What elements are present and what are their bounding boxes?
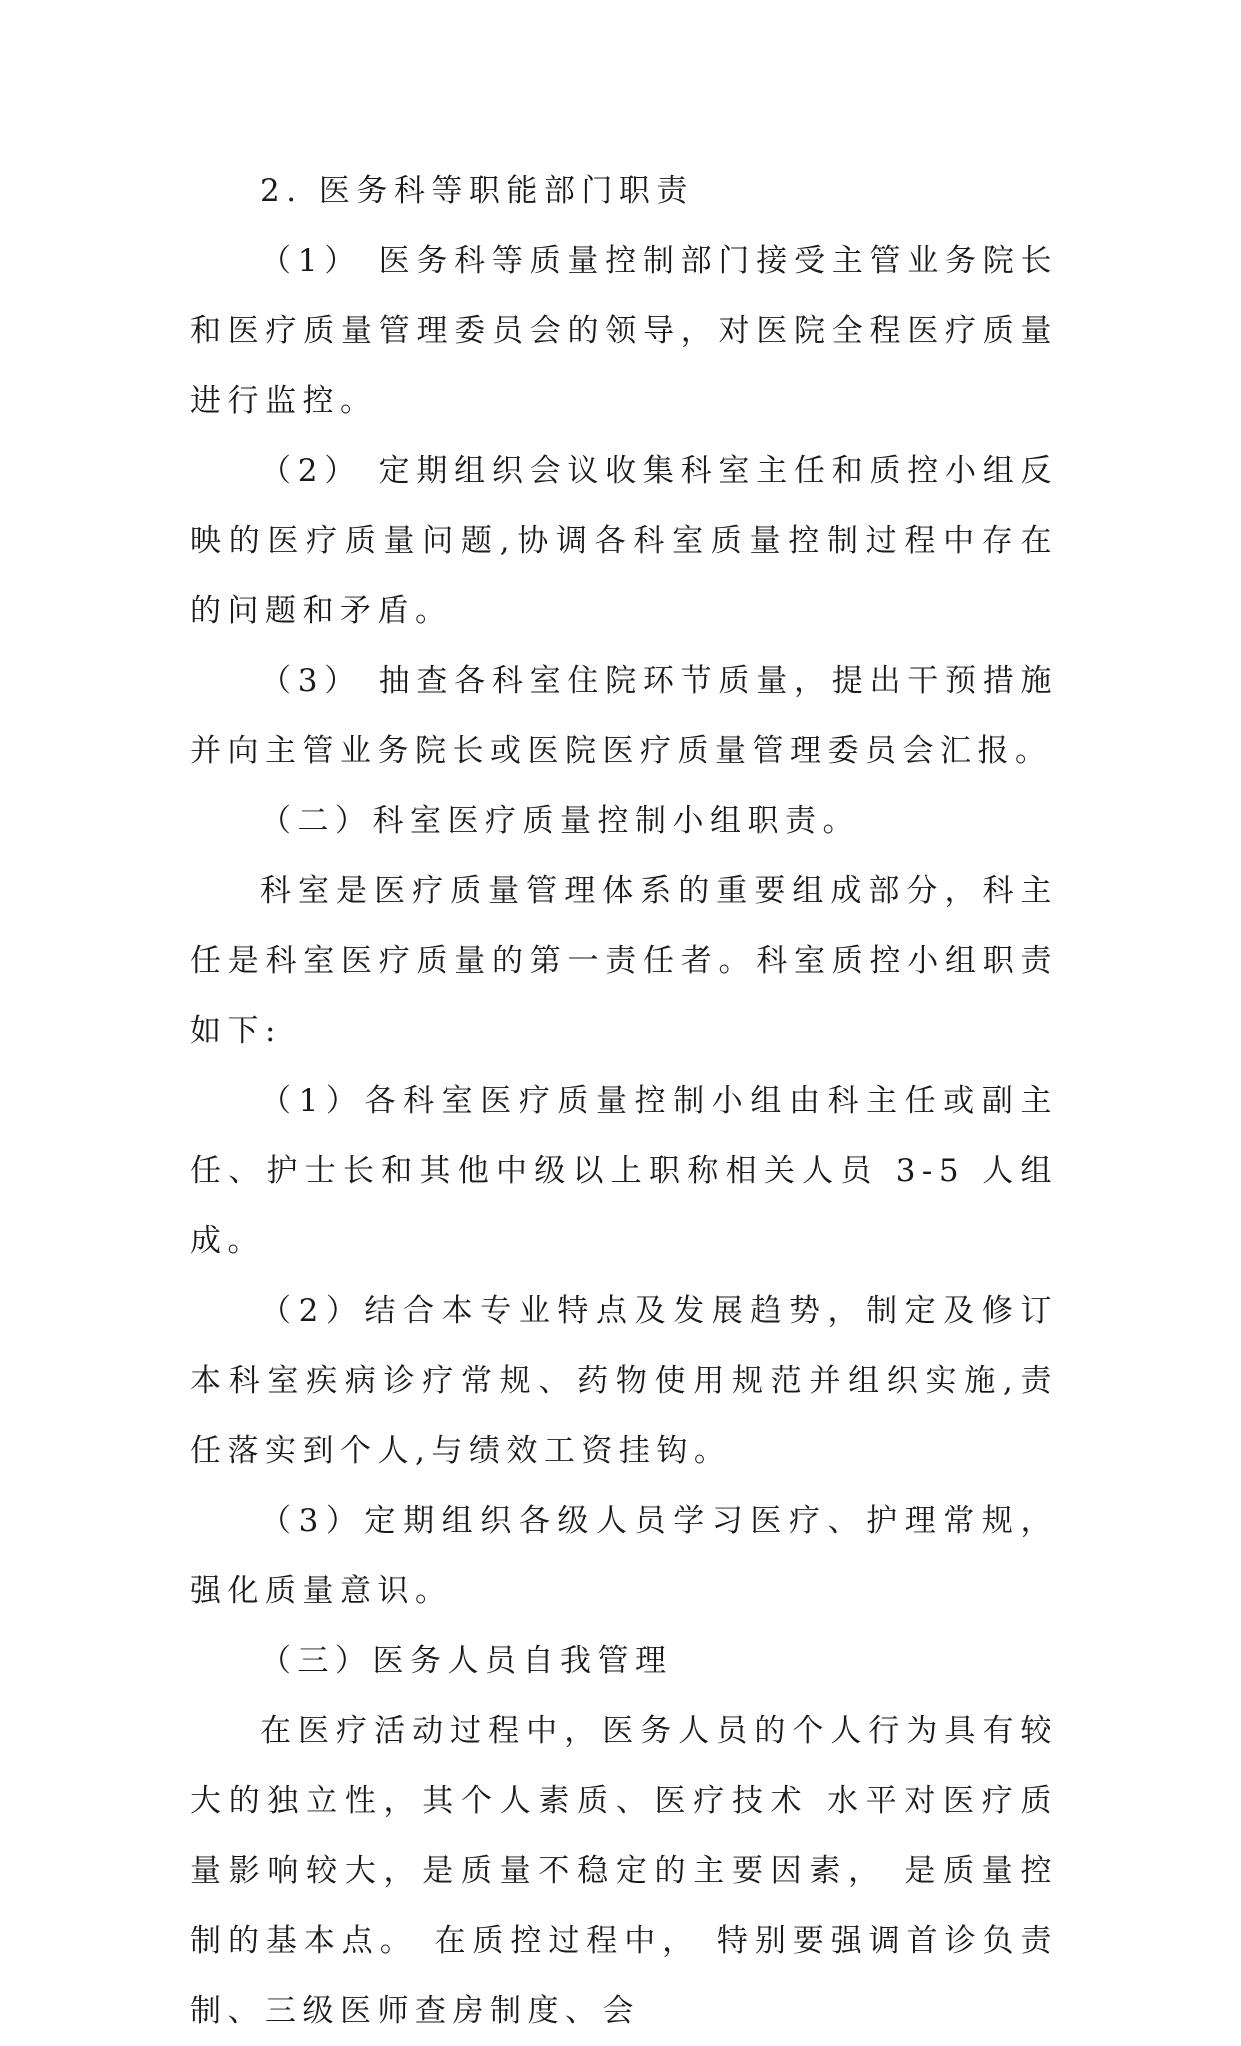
paragraph-item-1: （1） 医务科等质量控制部门接受主管业务院长和医疗质量管理委员会的领导，对医院全程医疗质量进行监控。: [190, 243, 1058, 419]
paragraph-self-management: 在医疗活动过程中，医务人员的个人行为具有较大的独立性，其个人素质、医疗技术 水平对医疗质量影响较大，是质量不稳定的主要因素， 是质量控制的基本点。 在质控过程中， 特别要强调首诊负责制、三级医师查房制度、会: [190, 1713, 1058, 2029]
paragraph-department-intro: 科室是医疗质量管理体系的重要组成部分，科主任是科室医疗质量的第一责任者。科室质控小组职责如下:: [190, 873, 1058, 1049]
section-heading-department-control-group: （二）科室医疗质量控制小组职责。: [260, 803, 860, 839]
paragraph-group-item-1: （1）各科室医疗质量控制小组由科主任或副主任、护士长和其他中级以上职称相关人员 3-5 人组成。: [190, 1083, 1058, 1259]
section-heading-functional-departments: 2. 医务科等职能部门职责: [260, 173, 694, 209]
paragraph-item-2: （2） 定期组织会议收集科室主任和质控小组反映的医疗质量问题,协调各科室质量控制过程中存在的问题和矛盾。: [190, 453, 1058, 629]
section-heading-self-management: （三）医务人员自我管理: [260, 1643, 673, 1679]
paragraph-item-3: （3） 抽查各科室住院环节质量，提出干预措施并向主管业务院长或医院医疗质量管理委员会汇报。: [190, 663, 1058, 769]
paragraph-group-item-2: （2）结合本专业特点及发展趋势，制定及修订本科室疾病诊疗常规、药物使用规范并组织实施,责任落实到个人,与绩效工资挂钩。: [190, 1293, 1058, 1469]
paragraph-group-item-3: （3）定期组织各级人员学习医疗、护理常规，强化质量意识。: [190, 1503, 1058, 1609]
document-body: [190, 156, 1058, 2046]
